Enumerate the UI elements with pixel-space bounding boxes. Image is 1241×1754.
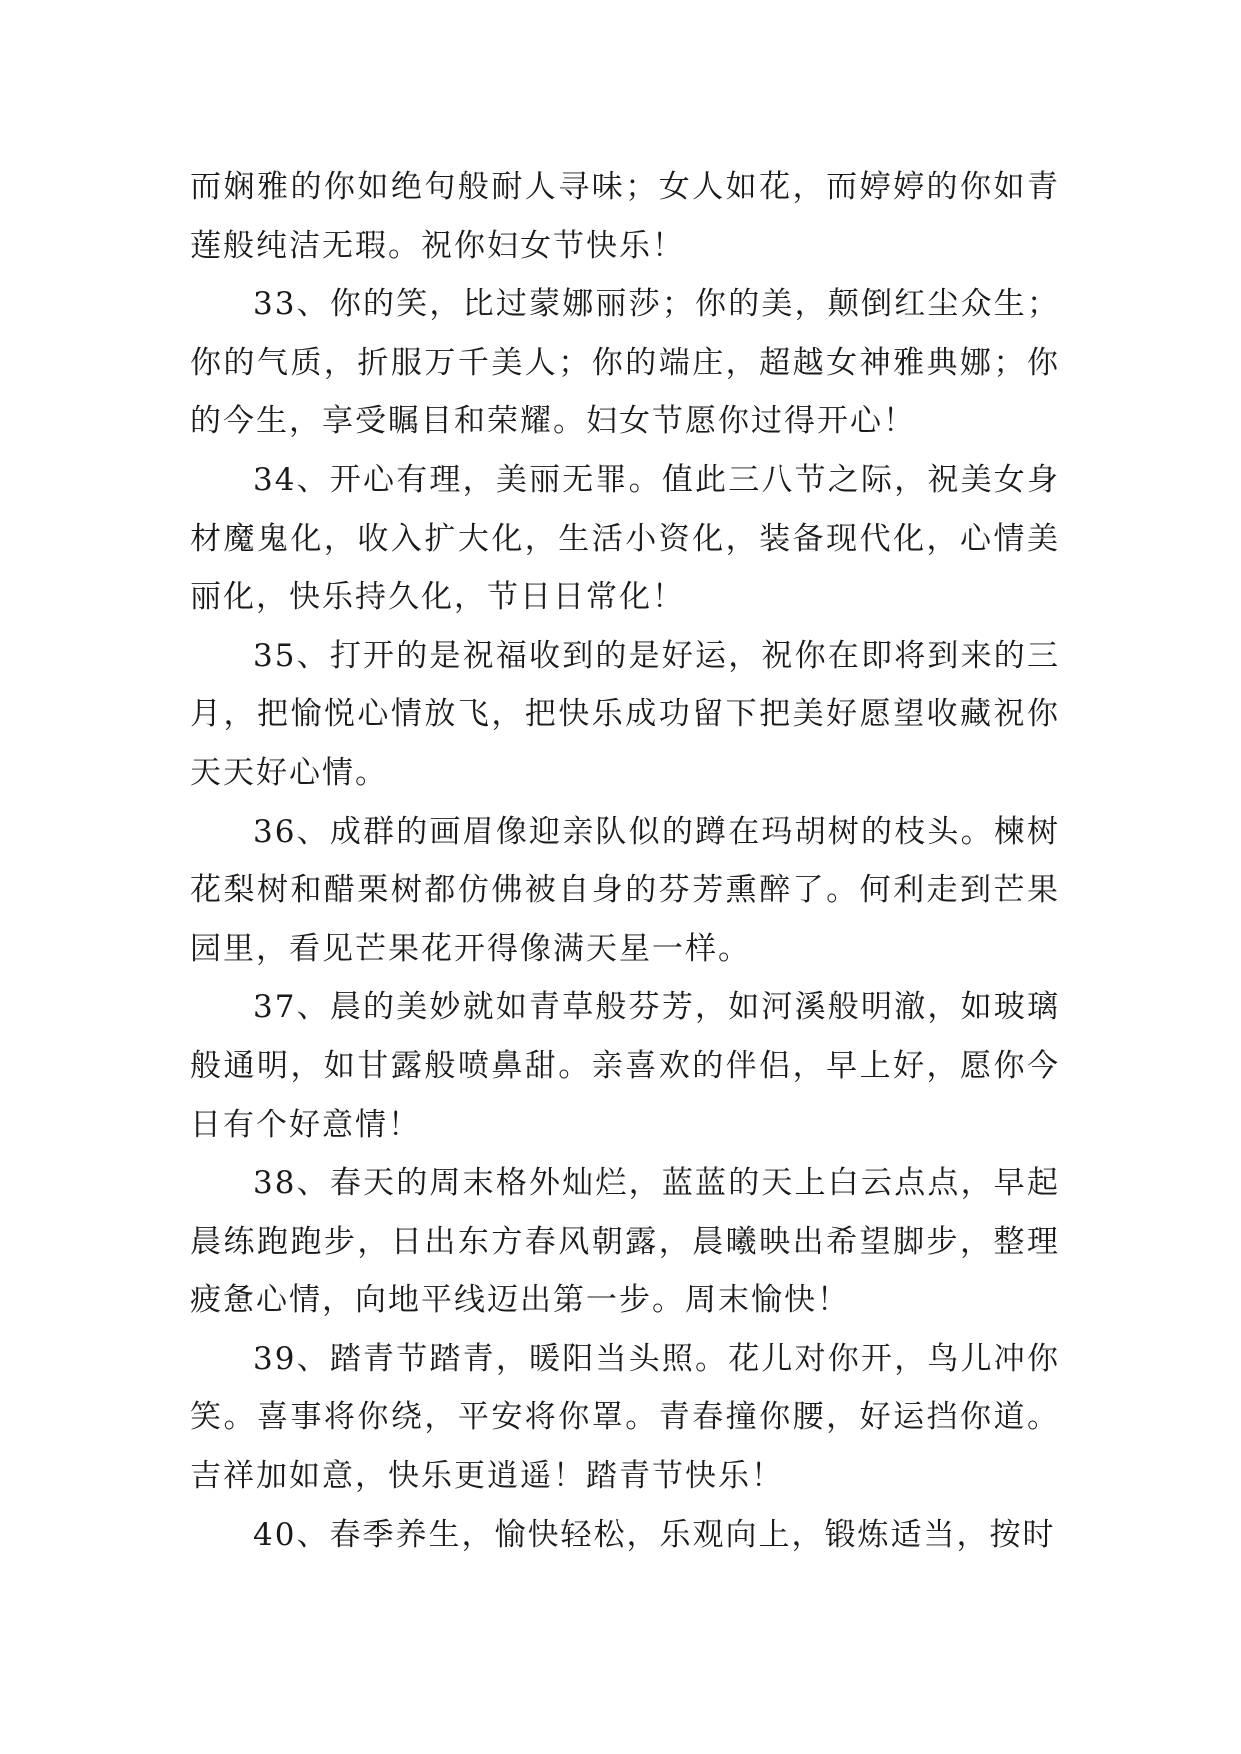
paragraph-38: 38、春天的周末格外灿烂，蓝蓝的天上白云点点，早起晨练跑跑步，日出东方春风朝露，晨曦映出希望脚步，整理疲惫心情，向地平线迈出第一步。周末愉快！: [190, 1165, 1060, 1319]
paragraph-37: 37、晨的美妙就如青草般芬芳，如河溪般明澈，如玻璃般通明，如甘露般喷鼻甜。亲喜欢的伴侣，早上好，愿你今日有个好意情！: [190, 989, 1060, 1143]
paragraph-32-continuation: 而娴雅的你如绝句般耐人寻味；女人如花，而婷婷的你如青莲般纯洁无瑕。祝你妇女节快乐！: [190, 169, 1060, 264]
paragraph-35: 35、打开的是祝福收到的是好运，祝你在即将到来的三月，把愉悦心情放飞，把快乐成功留下把美好愿望收藏祝你天天好心情。: [190, 637, 1060, 791]
paragraph-34: 34、开心有理，美丽无罪。值此三八节之际，祝美女身材魔鬼化，收入扩大化，生活小资化，装备现代化，心情美丽化，快乐持久化，节日日常化！: [190, 461, 1060, 616]
paragraph-36: 36、成群的画眉像迎亲队似的蹲在玛胡树的枝头。楝树花梨树和醋栗树都仿佛被自身的芬芳熏醉了。何利走到芒果园里，看见芒果花开得像满天星一样。: [190, 813, 1060, 967]
document-body: [190, 158, 1060, 1564]
paragraph-33: 33、你的笑，比过蒙娜丽莎；你的美，颠倒红尘众生；你的气质，折服万千美人；你的端庄，超越女神雅典娜；你的今生，享受瞩目和荣耀。妇女节愿你过得开心！: [190, 286, 1060, 440]
paragraph-40: 40、春季养生，愉快轻松，乐观向上，锻炼适当，按时: [253, 1516, 1056, 1553]
paragraph-39: 39、踏青节踏青，暖阳当头照。花儿对你开，鸟儿冲你笑。喜事将你绕，平安将你罩。青春撞你腰，好运挡你道。吉祥加如意，快乐更逍遥！踏青节快乐！: [190, 1340, 1060, 1495]
